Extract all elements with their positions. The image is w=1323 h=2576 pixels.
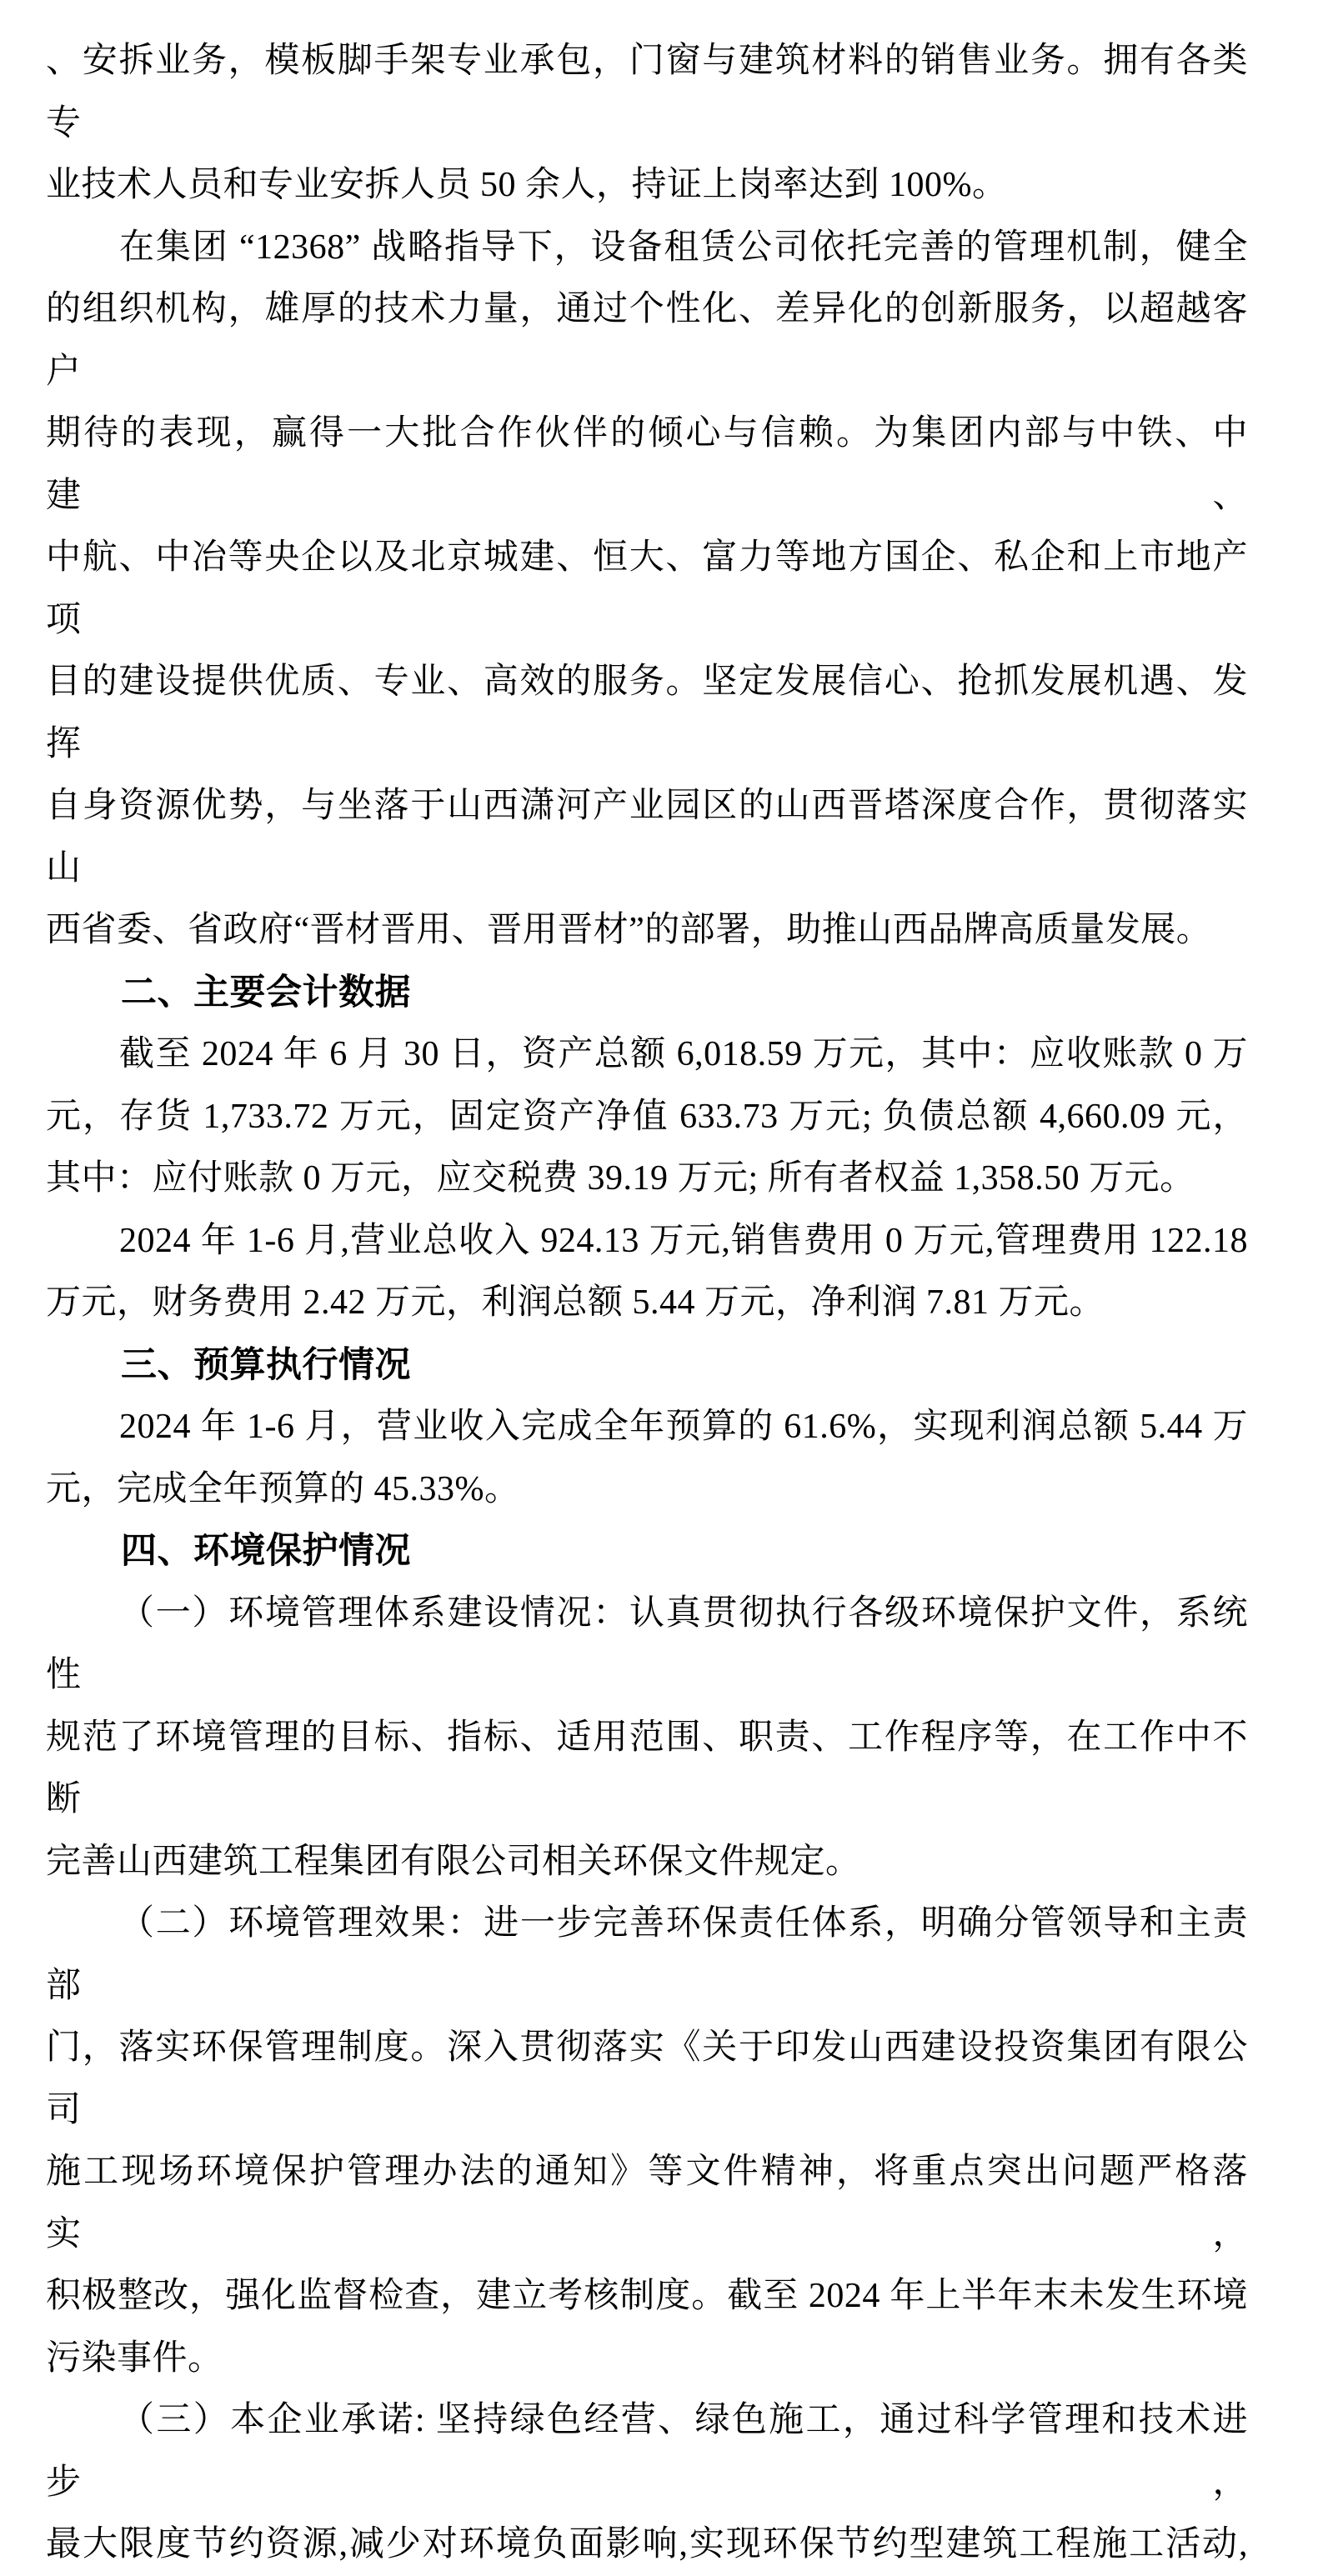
- text-line: （三）本企业承诺: 坚持绿色经营、绿色施工，通过科学管理和技术进步，: [46, 2401, 1248, 2502]
- text-line: 截至 2024 年 6 月 30 日，资产总额 6,018.59 万元，其中：应收账款 0 万: [119, 1035, 1248, 1073]
- text-line: 元，完成全年预算的 45.33%。: [46, 1469, 520, 1508]
- paragraph-env-management-system: [46, 1583, 1248, 1893]
- text-line: 西省委、省政府“晋材晋用、晋用晋材”的部署，助推山西品牌高质量发展。: [46, 911, 1212, 949]
- paragraph-income-statement: [46, 1210, 1248, 1334]
- paragraph-business-scope: [46, 30, 1248, 217]
- paragraph-balance-sheet: [46, 1023, 1248, 1210]
- paragraph-enterprise-commitment: [46, 2389, 1248, 2576]
- paragraph-budget-execution: [46, 1396, 1248, 1520]
- text-line: （一）环境管理体系建设情况：认真贯彻执行各级环境保护文件，系统性: [46, 1593, 1248, 1694]
- text-line: 最大限度节约资源,减少对环境负面影响,实现环保节约型建筑工程施工活动,: [46, 2525, 1248, 2563]
- text-line: 在集团 “12368” 战略指导下，设备租赁公司依托完善的管理机制，健全: [119, 228, 1248, 267]
- heading-text: 四、环境保护情况: [121, 1531, 411, 1571]
- text-line: 2024 年 1-6 月,营业总收入 924.13 万元,销售费用 0 万元,管理费用 122.18: [119, 1221, 1248, 1260]
- paragraph-strategy: [46, 217, 1248, 962]
- text-line: 完善山西建筑工程集团有限公司相关环保文件规定。: [46, 1842, 861, 1881]
- text-line: 规范了环境管理的目标、指标、适用范围、职责、工作程序等，在工作中不断: [46, 1718, 1248, 1818]
- section-heading-environmental-protection: [46, 1520, 1248, 1583]
- text-line: 积极整改，强化监督检查，建立考核制度。截至 2024 年上半年末未发生环境: [46, 2277, 1248, 2315]
- section-heading-budget-execution: [46, 1334, 1248, 1397]
- text-line: 目的建设提供优质、专业、高效的服务。坚定发展信心、抢抓发展机遇、发挥: [46, 663, 1248, 763]
- text-line: 污染事件。: [46, 2338, 223, 2378]
- document-page: [46, 30, 1248, 2576]
- heading-text: 三、预算执行情况: [121, 1344, 411, 1385]
- text-line: 元，存货 1,733.72 万元，固定资产净值 633.73 万元; 负债总额 4,660.09 元，: [46, 1097, 1248, 1136]
- text-line: 万元，财务费用 2.42 万元，利润总额 5.44 万元，净利润 7.81 万元。: [46, 1283, 1105, 1322]
- text-line: 中航、中冶等央企以及北京城建、恒大、富力等地方国企、私企和上市地产项: [46, 538, 1248, 639]
- text-line: 2024 年 1-6 月，营业收入完成全年预算的 61.6%，实现利润总额 5.44 万: [119, 1408, 1248, 1446]
- text-line: 其中：应付账款 0 万元，应交税费 39.19 万元; 所有者权益 1,358.50 万元。: [46, 1159, 1195, 1198]
- text-line: 的组织机构，雄厚的技术力量，通过个性化、差异化的创新服务，以超越客户: [46, 290, 1248, 391]
- heading-text: 二、主要会计数据: [121, 972, 411, 1013]
- text-line: 、安拆业务，模板脚手架专业承包，门窗与建筑材料的销售业务。拥有各类专: [46, 42, 1248, 143]
- paragraph-env-management-effect: [46, 1893, 1248, 2389]
- text-line: （二）环境管理效果：进一步完善环保责任体系，明确分管领导和主责部: [46, 1904, 1248, 2005]
- text-line: 施工现场环境保护管理办法的通知》等文件精神，将重点突出问题严格落实，: [46, 2153, 1248, 2253]
- text-line: 自身资源优势，与坐落于山西潇河产业园区的山西晋塔深度合作，贯彻落实山: [46, 787, 1248, 888]
- text-line: 门，落实环保管理制度。深入贯彻落实《关于印发山西建设投资集团有限公司: [46, 2028, 1248, 2129]
- text-line: 期待的表现，赢得一大批合作伙伴的倾心与信赖。为集团内部与中铁、中建、: [46, 414, 1248, 515]
- section-heading-accounting-data: [46, 962, 1248, 1024]
- text-line: 业技术人员和专业安拆人员 50 余人，持证上岗率达到 100%。: [46, 166, 1008, 204]
